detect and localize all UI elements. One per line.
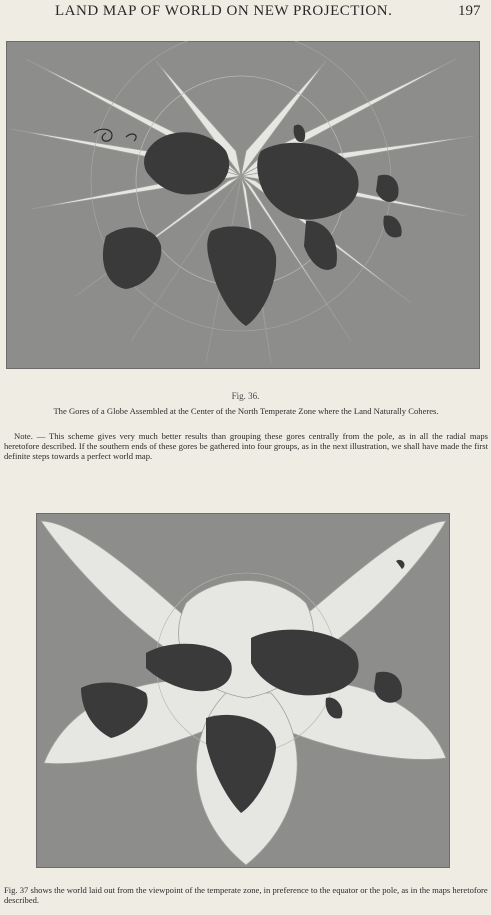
note-text: — This scheme gives very much better results than grouping these gores centrally from the pole, as in all the radial maps heretofore described. If the southern ends of these gores be gathered into four groups, as in the next illustration, we shall have made the first definite steps towards a perfect world map. <box>4 431 488 461</box>
page-number: 197 <box>458 3 481 19</box>
figure-36-plate <box>6 41 480 369</box>
figure-37-plate <box>36 513 450 868</box>
figure-37-caption: Fig. 37 shows the world laid out from the viewpoint of the temperate zone, in preference to the equator or the pole, as in the maps heretofore described. <box>4 885 488 905</box>
figure-36-gores-map <box>6 41 480 369</box>
note-lead: Note. <box>14 431 33 441</box>
figure-36-note <box>4 431 488 461</box>
figure-36-caption: The Gores of a Globe Assembled at the Center of the North Temperate Zone where the Land Naturally Coheres. <box>53 406 439 416</box>
page-header <box>0 0 491 28</box>
running-title: LAND MAP OF WORLD ON NEW PROJECTION. <box>55 3 393 19</box>
figure-36-label: Fig. 36. <box>231 391 260 401</box>
figure-37-world-map <box>36 513 450 868</box>
